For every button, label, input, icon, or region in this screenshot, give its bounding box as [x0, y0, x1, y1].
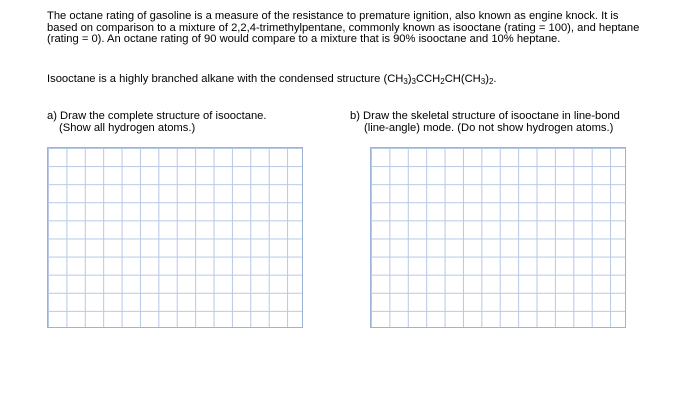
- drawing-grid-b[interactable]: [370, 147, 626, 328]
- condensed-formula: $(CH_3)_3CCH_2CH(CH_3)_2$.: [383, 73, 497, 86]
- question-a-line1: a) Draw the complete structure of isooctane.: [47, 110, 267, 122]
- question-b: [350, 110, 660, 134]
- drawing-grid-a[interactable]: [47, 147, 303, 328]
- intro-paragraph: The octane rating of gasoline is a measure of the resistance to premature ignition, also known as engine knock. It is based on comparison to a mixture of 2,2,4-trimethylpentane, commonly known as isooctane (rating = 100), and heptane (rating = 0). An octane rating of 90 would compare to a mixture that is 90% isooctane and 10% heptane.: [47, 10, 640, 45]
- question-a: [47, 110, 327, 134]
- question-a-line2: (Show all hydrogen atoms.): [59, 122, 196, 134]
- question-b-line1: b) Draw the skeletal structure of isooctane in line-bond: [350, 110, 620, 122]
- structure-sentence-prefix: Isooctane is a highly branched alkane with the condensed structure: [47, 73, 384, 85]
- question-b-line2: (line-angle) mode. (Do not show hydrogen atoms.): [364, 122, 614, 134]
- structure-sentence: [47, 74, 647, 86]
